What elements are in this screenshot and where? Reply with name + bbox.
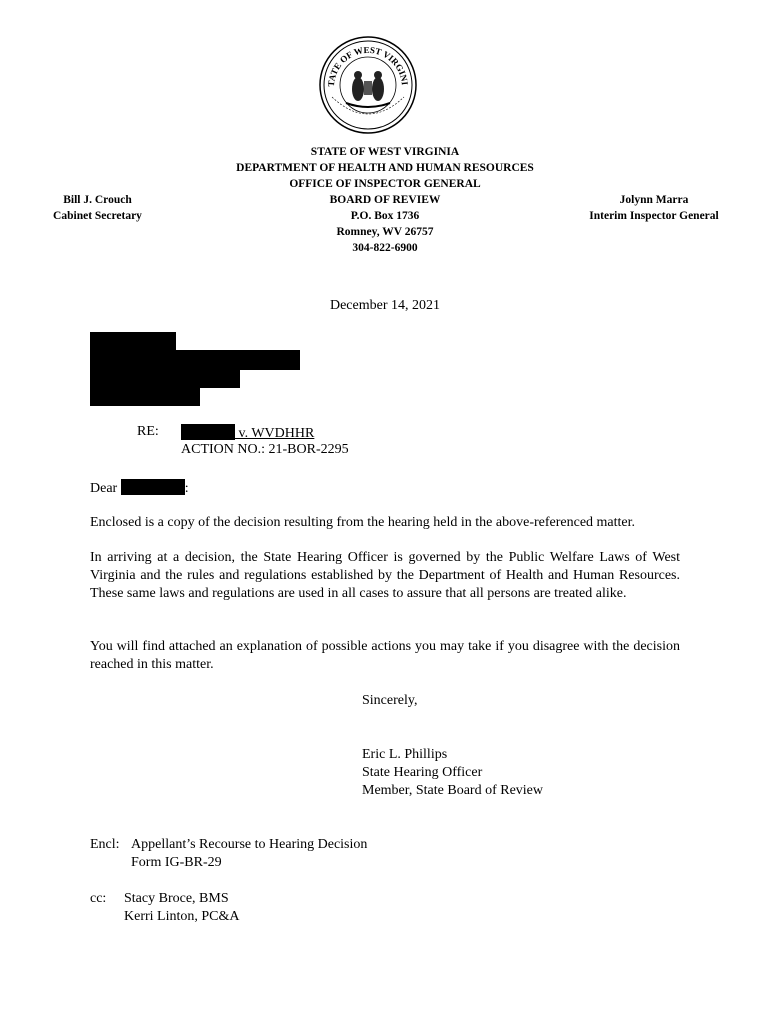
signer-member: Member, State Board of Review (362, 783, 544, 798)
left-official-title: Cabinet Secretary (53, 210, 142, 222)
signer-name: Eric L. Phillips (362, 747, 448, 762)
enclosure-line-1: Appellant’s Recourse to Hearing Decision (131, 837, 368, 852)
redacted-address-line-2 (90, 350, 300, 370)
state-seal (318, 35, 418, 135)
right-official (578, 192, 730, 224)
cc-line-2: Kerri Linton, PC&A (124, 909, 240, 924)
enclosure-label: Encl: (90, 837, 120, 852)
left-official (40, 192, 155, 224)
header-city: Romney, WV 26757 (336, 226, 434, 238)
paragraph-1: Enclosed is a copy of the decision resulting from the hearing held in the above-referenced matter. (90, 515, 636, 530)
re-label: RE: (137, 424, 159, 439)
header-po-box: P.O. Box 1736 (350, 210, 420, 222)
cc-line-1: Stacy Broce, BMS (124, 891, 229, 906)
salutation-prefix: Dear (90, 481, 118, 496)
paragraph-2: In arriving at a decision, the State Hearing Officer is governed by the Public Welfare Laws of West Virginia and the rules and regulations established by the Department of Health and Human Resources. These same laws and regulations are used in all cases to assure that all persons are treated alike. (90, 550, 680, 601)
closing-sincerely: Sincerely, (362, 693, 418, 708)
header-phone: 304-822-6900 (352, 242, 418, 254)
signer-title: State Hearing Officer (362, 765, 483, 780)
header-state: STATE OF WEST VIRGINIA (310, 146, 460, 158)
redacted-address-line-4 (90, 388, 200, 406)
redacted-address-line-3 (90, 370, 240, 388)
redacted-appellant-name (181, 424, 235, 440)
svg-text:STATE OF WEST VIRGINIA (318, 35, 410, 87)
header-office: OFFICE OF INSPECTOR GENERAL (289, 178, 481, 190)
re-case-tail: v. WVDHHR (235, 426, 315, 441)
redacted-address-line-1 (90, 332, 176, 350)
redacted-salutation-name (121, 479, 185, 495)
header-board: BOARD OF REVIEW (329, 194, 441, 206)
re-case-line (181, 424, 314, 442)
header-department: DEPARTMENT OF HEALTH AND HUMAN RESOURCES (236, 162, 534, 174)
cc-label: cc: (90, 891, 107, 906)
right-official-name: Jolynn Marra (619, 194, 689, 206)
seal-text: TATE OF WEST VIRGINI (325, 44, 410, 88)
letter-date: December 14, 2021 (329, 298, 441, 313)
enclosure-line-2: Form IG-BR-29 (131, 855, 222, 870)
action-number: ACTION NO.: 21-BOR-2295 (181, 442, 349, 457)
right-official-title: Interim Inspector General (589, 210, 719, 222)
salutation (90, 479, 189, 497)
paragraph-3: You will find attached an explanation of possible actions you may take if you disagree with the decision reached in this matter. (90, 639, 680, 672)
salutation-suffix: : (184, 481, 189, 496)
left-official-name: Bill J. Crouch (63, 194, 132, 206)
